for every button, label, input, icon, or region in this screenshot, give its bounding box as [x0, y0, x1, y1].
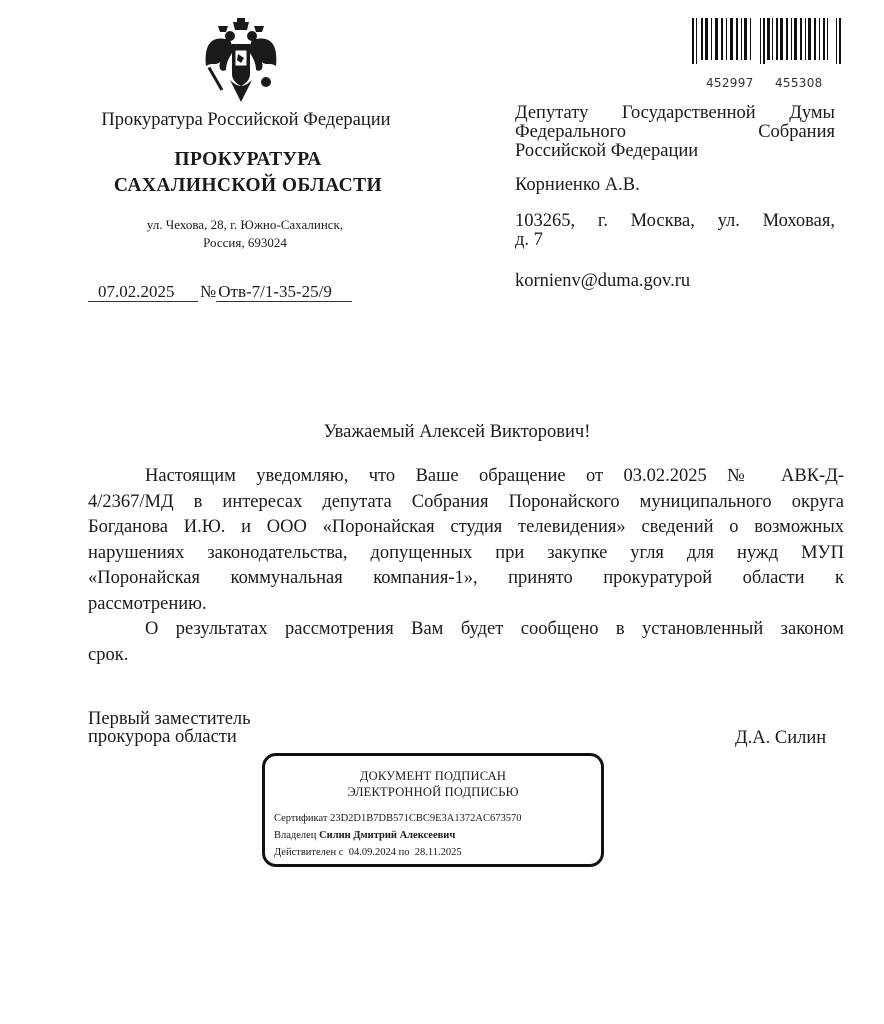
recipient-address-line1: 103265, г. Москва, ул. Моховая,: [515, 211, 835, 231]
stamp-title-line1: ДОКУМЕНТ ПОДПИСАН: [359, 769, 507, 783]
paragraph-line: Настоящим уведомляю, что Ваше обращение от 03.02.2025 № АВК-Д-: [145, 466, 844, 486]
stamp-validity: [274, 847, 462, 858]
owner-value: Силин Дмитрий Алексеевич: [319, 830, 456, 841]
recipient-title: [515, 104, 835, 161]
sender-org-top: Прокуратура Российской Федерации: [101, 110, 391, 130]
valid-from: 04.09.2024: [348, 847, 396, 858]
stamp-certificate: [274, 813, 521, 824]
recipient-email[interactable]: kornienv@duma.gov.ru: [515, 271, 691, 291]
stamp-title-line2: ЭЛЕКТРОННОЙ ПОДПИСЬЮ: [347, 785, 519, 799]
recipient-address: [515, 212, 835, 250]
valid-to: 28.11.2025: [414, 847, 462, 858]
sender-org-main-line1: ПРОКУРАТУРА: [174, 149, 322, 170]
certificate-value: 23D2D1B7DB571CBC9E3A1372AC673570: [330, 813, 522, 824]
valid-to-label: по: [398, 847, 410, 858]
registration-number: Отв-7/1-35-25/9: [216, 283, 352, 302]
paragraph-line: Богданова И.Ю. и ООО «Поронайская студия телевидения» сведений о возможных: [88, 517, 844, 537]
sender-address: [110, 216, 380, 252]
paragraph-line: срок.: [88, 644, 129, 665]
barcode-icon: [690, 18, 850, 64]
registration-line: [88, 282, 352, 302]
sender-address-line1: ул. Чехова, 28, г. Южно-Сахалинск,: [146, 217, 344, 232]
registration-number-sign: №: [200, 282, 217, 301]
paragraph-line: «Поронайская коммунальная компания-1», принято прокуратурой области к: [88, 568, 844, 588]
barcode-right-number: 455308: [775, 76, 823, 90]
recipient-title-line3: Российской Федерации: [515, 141, 699, 161]
signer-name: Д.А. Силин: [735, 728, 827, 748]
recipient-title-line1: Депутату Государственной Думы: [515, 103, 835, 123]
paragraph-line: нарушениях законодательства, допущенных при закупке угля для нужд МУП: [88, 542, 844, 563]
recipient-address-line2: д. 7: [515, 230, 543, 250]
stamp-title: [265, 768, 601, 800]
letter-greeting: Уважаемый Алексей Викторович!: [323, 422, 591, 442]
barcode: [690, 18, 850, 94]
stamp-owner: [274, 830, 455, 841]
owner-label: Владелец: [274, 830, 317, 841]
electronic-signature-stamp: [262, 753, 604, 867]
signer-position-line1: Первый заместитель: [88, 709, 251, 729]
paragraph-line: 4/2367/МД в интересах депутата Собрания Поронайского муниципального округа: [88, 491, 844, 512]
sender-org-main: [86, 147, 410, 199]
signer-position-line2: прокурора области: [88, 727, 237, 747]
paragraph-line: рассмотрению.: [88, 593, 207, 614]
coat-of-arms-icon: [200, 16, 282, 104]
certificate-label: Сертификат: [274, 813, 328, 824]
registration-date: 07.02.2025: [88, 283, 198, 302]
letter-paragraph-1: [88, 464, 844, 617]
recipient-title-line2: Федерального Собрания: [515, 122, 835, 142]
recipient-name: Корниенко А.В.: [515, 175, 640, 195]
signer-position: [88, 710, 251, 746]
sender-address-line2: Россия, 693024: [203, 235, 287, 250]
sender-org-main-line2: САХАЛИНСКОЙ ОБЛАСТИ: [113, 175, 383, 196]
paragraph-line: О результатах рассмотрения Вам будет сообщено в установленный законом: [145, 619, 844, 639]
valid-label: Действителен с: [274, 847, 344, 858]
letter-paragraph-2: [88, 617, 844, 668]
barcode-left-number: 452997: [706, 76, 754, 90]
